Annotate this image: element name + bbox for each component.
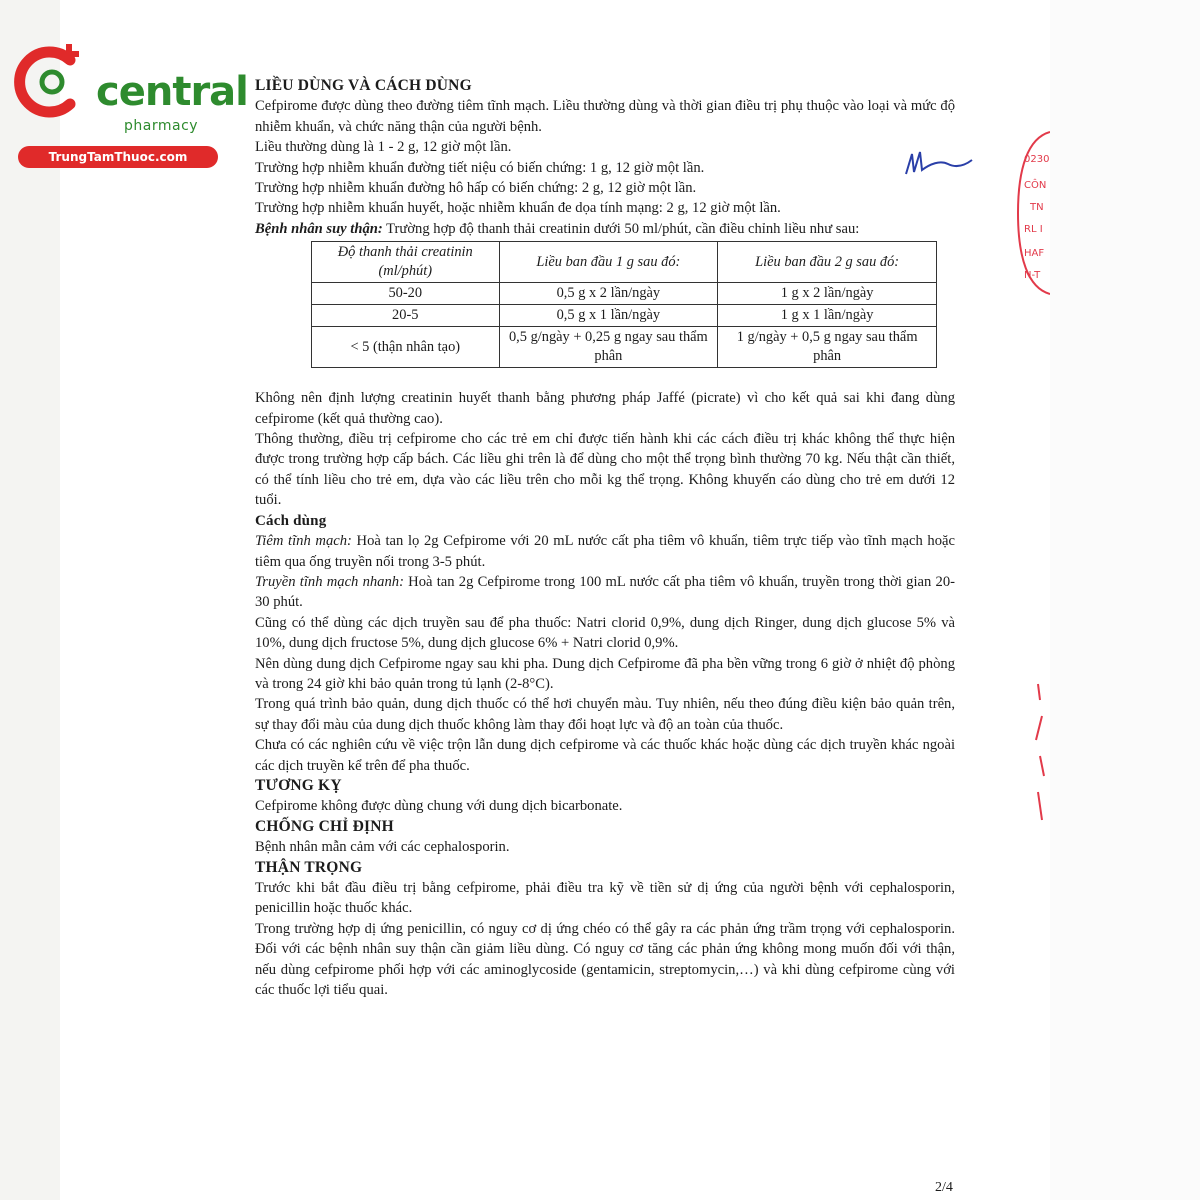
page-margin-right (1050, 0, 1200, 1200)
logo-c-icon (8, 38, 98, 128)
heading-contraindication: CHỐNG CHỈ ĐỊNH (255, 817, 394, 835)
paragraph: Không nên định lượng creatinin huyết thanh bằng phương pháp Jaffé (picrate) vì cho kết quả sai khi đang dùng cefpirome (kết quả thường cao). (255, 390, 955, 427)
paragraph: Chưa có các nghiên cứu về việc trộn lẫn dung dịch cefpirome và các thuốc khác hoặc dùng các dịch truyền khác ngoài các dịch truyền kể trên để pha thuốc. (255, 737, 955, 774)
table-header: Độ thanh thải creatinin (ml/phút) (312, 242, 500, 283)
table-cell: 50-20 (312, 283, 500, 305)
heading-caution: THẬN TRỌNG (255, 858, 363, 876)
infusion-text: Hoà tan 2g Cefpirome trong 100 mL nước cất pha tiêm vô khuẩn, truyền trong thời gian 20-30 phút. (255, 573, 955, 611)
paragraph: Liều thường dùng là 1 - 2 g, 12 giờ một lần. (255, 139, 512, 156)
stamp-icon (1008, 128, 1050, 298)
paragraph-iv (255, 531, 955, 572)
stamp-edge-mark (1018, 680, 1058, 830)
heading-dosage: LIỀU DÙNG VÀ CÁCH DÙNG (255, 77, 472, 94)
pharmacy-logo[interactable] (8, 30, 248, 164)
stamp-line-1: 0230 (1024, 154, 1050, 165)
paragraph: Cefpirome được dùng theo đường tiêm tĩnh mạch. Liều thường dùng và thời gian điều trị phụ thuộc vào loại và mức độ nhiễm khuẩn, và chức năng thận của người bệnh. (255, 98, 955, 135)
stamp-line-6: N-T (1024, 270, 1041, 281)
paragraph: Trước khi bắt đầu điều trị bằng cefpirome, phải điều tra kỹ về tiền sử dị ứng của người bệnh với cephalosporin, penicillin hoặc thuốc khác. (255, 880, 955, 917)
stamp-line-5: HAF (1024, 248, 1045, 259)
stamp-line-2: CÔN (1024, 180, 1047, 191)
table-cell: 1 g/ngày + 0,5 g ngay sau thẩm phân (718, 327, 937, 368)
paragraph: Trường hợp nhiễm khuẩn đường hô hấp có biến chứng: 2 g, 12 giờ một lần. (255, 180, 697, 197)
paragraph-infusion (255, 572, 955, 613)
paragraph: Cũng có thể dùng các dịch truyền sau để pha thuốc: Natri clorid 0,9%, dung dịch Ringer, dung dịch glucose 5% và 10%, dung dịch fructose 5%, dung dịch glucose 6% + Natri clorid 0,9%. (255, 614, 955, 652)
paragraph: Trường hợp nhiễm khuẩn huyết, hoặc nhiễm khuẩn đe dọa tính mạng: 2 g, 12 giờ một lần. (255, 200, 781, 217)
iv-label: Tiêm tĩnh mạch: (255, 533, 352, 550)
paragraph: Bệnh nhân mẫn cảm với các cephalosporin. (255, 839, 510, 856)
paragraph: Nên dùng dung dịch Cefpirome ngay sau khi pha. Dung dịch Cefpirome đã pha bền vững trong 6 giờ ở nhiệt độ phòng và trong 24 giờ khi bảo quản trong tủ lạnh (2-8°C). (255, 655, 955, 692)
table-cell: 20-5 (312, 305, 500, 327)
table-row (312, 305, 937, 327)
table-header: Liều ban đầu 1 g sau đó: (499, 242, 718, 283)
table-row (312, 283, 937, 305)
paragraph: Cefpirome không được dùng chung với dung dịch bicarbonate. (255, 798, 623, 815)
table-cell: 0,5 g x 2 lần/ngày (499, 283, 718, 305)
stamp-line-3: TN (1030, 202, 1044, 213)
renal-text: Trường hợp độ thanh thải creatinin dưới 50 ml/phút, cần điều chỉnh liều như sau: (382, 220, 860, 237)
page-number: 2/4 (935, 1180, 953, 1195)
heading-usage: Cách dùng (255, 512, 327, 529)
paragraph: Trong quá trình bảo quản, dung dịch thuốc có thể hơi chuyển màu. Tuy nhiên, nếu theo đúng điều kiện bảo quản trên, sự thay đổi màu của dung dịch thuốc không làm thay đổi hoạt lực và độ an toàn của thuốc. (255, 696, 955, 733)
table-cell: 0,5 g x 1 lần/ngày (499, 305, 718, 327)
logo-website: TrungTamThuoc.com (18, 146, 218, 168)
paragraph: Thông thường, điều trị cefpirome cho các trẻ em chỉ được tiến hành khi các cách điều trị khác không thể thực hiện được trong trường hợp cấp bách. Các liều ghi trên là để dùng cho một thể trọng bình thường 70 kg. Nếu thật cần thiết, có thể tính liều cho trẻ em, dựa vào các liều trên cho mỗi kg thể trọng. Không khuyến cáo dùng cho trẻ em dưới 12 tuổi. (255, 431, 955, 509)
paragraph-renal (255, 219, 955, 239)
paragraph: Trong trường hợp dị ứng penicillin, có nguy cơ dị ứng chéo có thể gây ra các phản ứng trầm trọng với cephalosporin. Đối với các bệnh nhân suy thận cần giảm liều dùng. Có nguy cơ tăng các phản ứng không mong muốn đối với thận, nếu dùng cefpirome phối hợp với các aminoglycoside (gentamicin, streptomycin,…) và khi dùng cefpirome cùng với các thuốc lợi tiểu quai. (255, 920, 955, 999)
logo-subtitle: pharmacy (124, 118, 199, 134)
document-body (255, 76, 955, 1000)
iv-text: Hoà tan lọ 2g Cefpirome với 20 mL nước cất pha tiêm vô khuẩn, tiêm trực tiếp vào tĩnh mạch hoặc tiêm qua ống truyền nối trong 3-5 phút. (255, 533, 955, 570)
table-row (312, 327, 937, 368)
logo-name: central (96, 69, 248, 115)
table-cell: < 5 (thận nhân tạo) (312, 327, 500, 368)
stamp-fragment (1008, 128, 1050, 298)
stamp-line-4: RL I (1024, 224, 1043, 235)
heading-incompatibility: TƯƠNG KỴ (255, 776, 342, 794)
table-cell: 0,5 g/ngày + 0,25 g ngay sau thẩm phân (499, 327, 718, 368)
paragraph: Trường hợp nhiễm khuẩn đường tiết niệu có biến chứng: 1 g, 12 giờ một lần. (255, 159, 705, 176)
table-cell: 1 g x 2 lần/ngày (718, 283, 937, 305)
table-header-row (312, 242, 937, 283)
table-cell: 1 g x 1 lần/ngày (718, 305, 937, 327)
renal-dose-table (311, 241, 937, 368)
table-header: Liều ban đầu 2 g sau đó: (718, 242, 937, 283)
infusion-label: Truyền tĩnh mạch nhanh: (255, 573, 404, 590)
renal-label: Bệnh nhân suy thận: (255, 220, 383, 237)
